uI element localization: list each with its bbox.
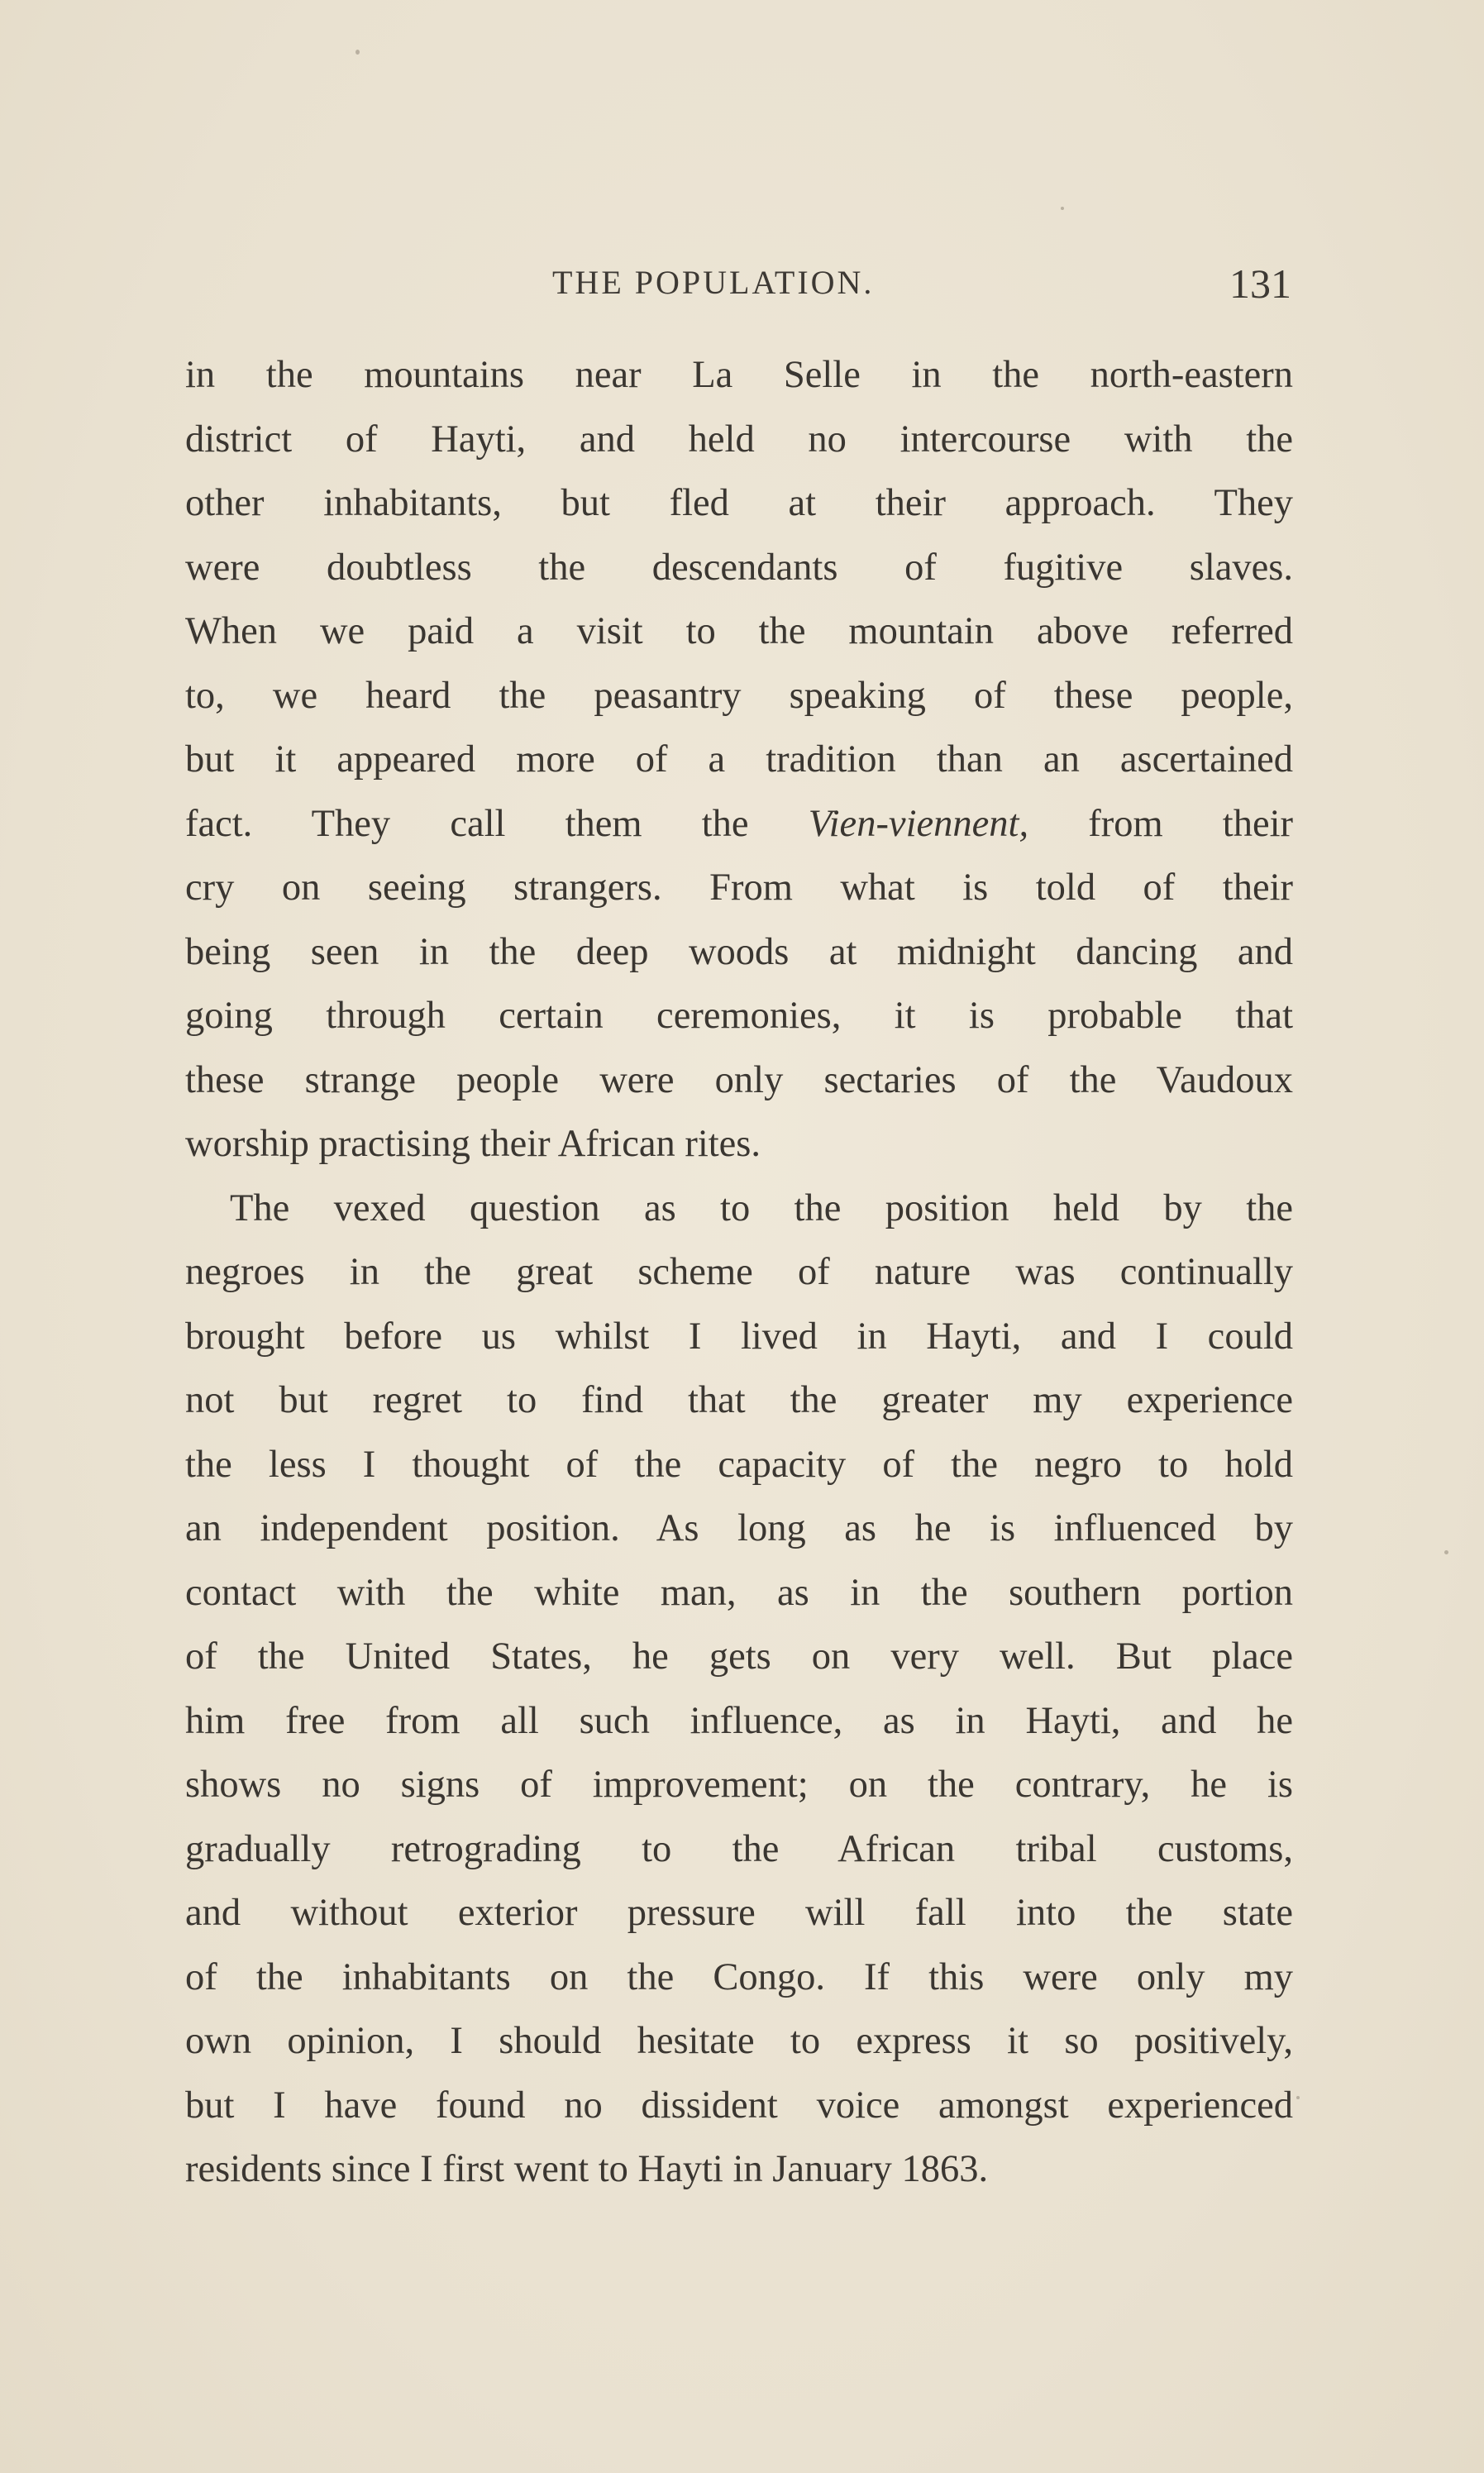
paper-speck <box>355 50 360 55</box>
text-line-with-italic <box>185 792 1293 857</box>
text-line: The vexed question as to the position held by the <box>230 1186 1293 1229</box>
text-line: contact with the white man, as in the southern portion <box>185 1571 1293 1614</box>
paper-speck <box>1061 207 1064 210</box>
text-line: were doubtless the descendants of fugitive slaves. <box>185 546 1293 589</box>
text-line: not but regret to find that the greater my experience <box>185 1379 1293 1421</box>
text-line: cry on seeing strangers. From what is told of their <box>185 867 1293 909</box>
running-title: THE POPULATION. <box>552 264 875 301</box>
text-line: worship practising their African rites. <box>185 1123 761 1165</box>
text-line: other inhabitants, but fled at their approach. They <box>185 482 1293 524</box>
text-line: residents since I first went to Hayti in January 1863. <box>185 2148 989 2190</box>
paragraph-2 <box>185 1177 1293 2202</box>
text-segment: from their <box>1028 802 1293 845</box>
running-head <box>185 260 1293 307</box>
text-line: own opinion, I should hesitate to express it so positively, <box>185 2020 1293 2062</box>
text-line: and without exterior pressure will fall into the state <box>185 1892 1293 1934</box>
text-line: gradually retrograding to the African tribal customs, <box>185 1827 1293 1870</box>
text-line: to, we heard the peasantry speaking of these people, <box>185 674 1293 717</box>
text-line: shows no signs of improvement; on the contrary, he is <box>185 1764 1293 1806</box>
text-line: being seen in the deep woods at midnight dancing and <box>185 930 1293 973</box>
body-text <box>185 343 1293 2202</box>
text-line: brought before us whilst I lived in Hayti, and I could <box>185 1315 1293 1358</box>
italic-term: Vien-viennent, <box>808 802 1029 845</box>
text-line: but I have found no dissident voice amongst experienced <box>185 2084 1293 2127</box>
text-line: When we paid a visit to the mountain above referred <box>185 610 1293 652</box>
paper-speck <box>1296 2096 1300 2099</box>
paragraph-1 <box>185 343 1293 1177</box>
text-line: of the United States, he gets on very well. But place <box>185 1635 1293 1678</box>
text-line: in the mountains near La Selle in the north-eastern <box>185 354 1293 396</box>
text-line: negroes in the great scheme of nature was continually <box>185 1251 1293 1293</box>
text-line: him free from all such influence, as in Hayti, and he <box>185 1699 1293 1742</box>
text-line: but it appeared more of a tradition than an ascertained <box>185 738 1293 781</box>
text-line: going through certain ceremonies, it is probable that <box>185 995 1293 1037</box>
text-segment: fact. They call them the <box>185 802 809 845</box>
text-line: an independent position. As long as he is influenced by <box>185 1507 1293 1549</box>
paper-speck <box>1444 1550 1448 1554</box>
text-line: the less I thought of the capacity of the negro to hold <box>185 1443 1293 1486</box>
text-line: these strange people were only sectaries of the Vaudoux <box>185 1058 1293 1101</box>
text-line: district of Hayti, and held no intercourse with the <box>185 418 1293 461</box>
text-line: of the inhabitants on the Congo. If this were only my <box>185 1955 1293 1998</box>
page-number: 131 <box>1229 260 1291 307</box>
